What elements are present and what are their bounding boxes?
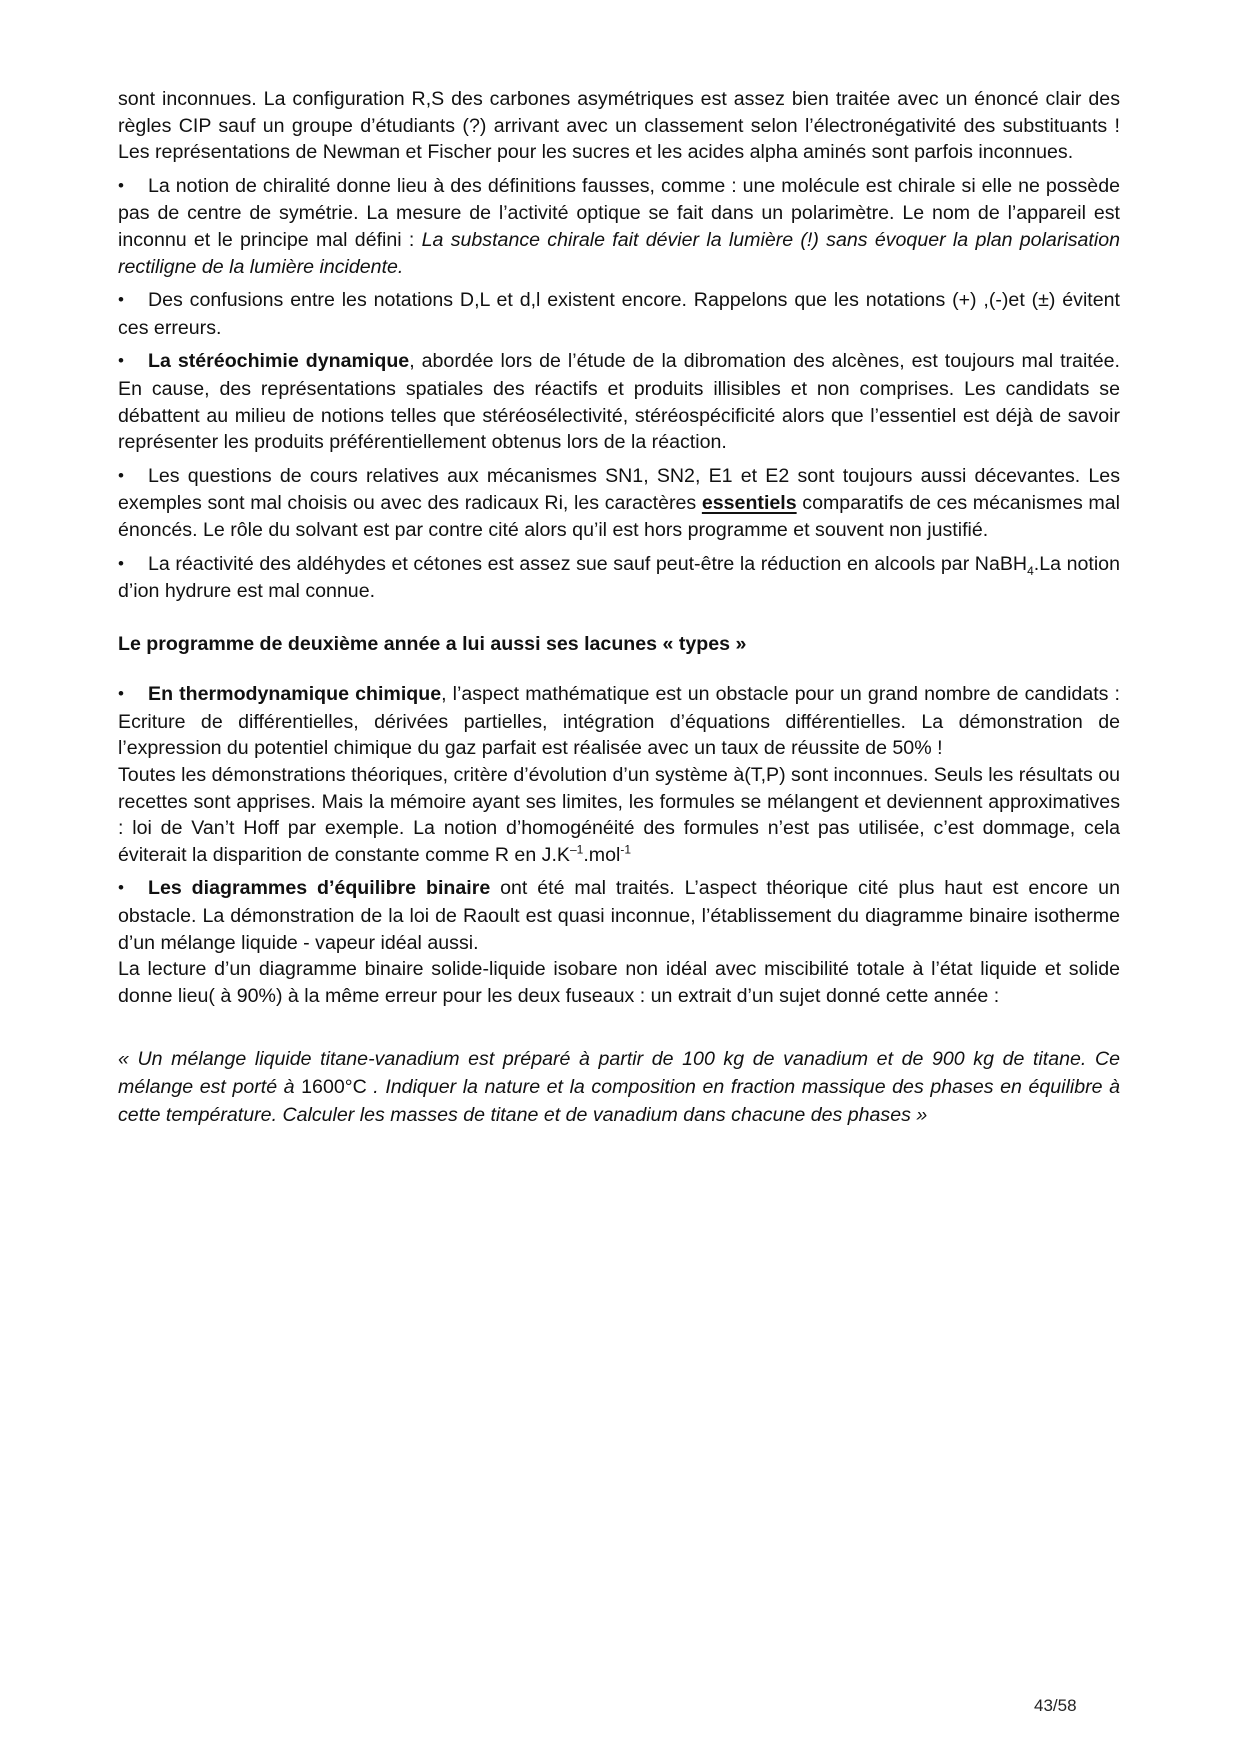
paragraph-configuration: sont inconnues. La configuration R,S des carbones asymétriques est assez bien traitée avec un énoncé clair des règles CIP sauf un groupe d’étudiants (?) arrivant avec un classement selon l’électronégativité des substituants ! Les représentations de Newman et Fischer pour les sucres et les acides alpha aminés sont parfois inconnues. bbox=[118, 88, 1120, 164]
paragraph-notations: •Des confusions entre les notations D,L et d,l existent encore. Rappelons que les notations (+) ,(-)et (±) évitent ces erreurs. bbox=[118, 287, 1120, 341]
bullet-icon bbox=[118, 681, 148, 709]
section-heading: Le programme de deuxième année a lui aussi ses lacunes « types » bbox=[118, 632, 747, 655]
paragraph-thermodynamics: •En thermodynamique chimique, l’aspect mathématique est un obstacle pour un grand nombre de candidats : Ecriture de différentielles, dérivées partielles, intégration d’équations différentielles. La démonstration de l’expression du potentiel chimique du gaz parfait est réalisée avec un taux de réussite de 50% ! bbox=[118, 681, 1120, 762]
bullet-icon bbox=[118, 463, 148, 491]
paragraph-chirality: •La notion de chiralité donne lieu à des définitions fausses, comme : une molécule est chirale si elle ne possède pas de centre de symétrie. La mesure de l’activité optique se fait dans un polarimètre. Le nom de l’appareil est inconnu et le principe mal défini : La substance chirale fait dévier la lumière (!) sans évoquer la plan polarisation rectiligne de la lumière incidente. bbox=[118, 173, 1120, 280]
paragraph-binary-diagrams: •Les diagrammes d’équilibre binaire ont été mal traités. L’aspect théorique cité plus haut est encore un obstacle. La démonstration de la loi de Raoult est quasi inconnue, l’établissement du diagramme binaire isotherme d’un mélange liquide - vapeur idéal aussi. bbox=[118, 875, 1120, 956]
paragraph-diagram-reading: La lecture d’un diagramme binaire solide-liquide isobare non idéal avec miscibilité totale à l’état liquide et solide donne lieu( à 90%) à la même erreur pour les deux fuseaux : un extrait d’un sujet donné cette année : bbox=[118, 958, 1120, 1007]
paragraph-demonstrations: Toutes les démonstrations théoriques, critère d’évolution d’un système à(T,P) sont inconnues. Seuls les résultats ou recettes sont apprises. Mais la mémoire ayant ses limites, les formules se mélangent et deviennent approximatives : loi de Van’t Hoff par exemple. La notion d’homogénéité des formules n’est pas utilisée, c’est dommage, cela éviterait la disparition de constante comme R en $J.K^{-1}.mol^{-1}$ bbox=[118, 764, 1120, 866]
paragraph-stereochemistry: •La stéréochimie dynamique, abordée lors de l’étude de la dibromation des alcènes, est toujours mal traitée. En cause, des représentations spatiales des réactifs et produits illisibles et non comprises. Les candidats se débattent au milieu de notions telles que stéréosélectivité, stéréospécificité alors que l’essentiel est déjà de savoir représenter les produits préférentiellement obtenus lors de la réaction. bbox=[118, 348, 1120, 455]
bullet-icon bbox=[118, 348, 148, 376]
bullet-icon bbox=[118, 287, 148, 315]
bullet-icon bbox=[118, 551, 148, 579]
paragraph-mechanisms: •Les questions de cours relatives aux mécanismes SN1, SN2, E1 et E2 sont toujours aussi décevantes. Les exemples sont mal choisis ou avec des radicaux Ri, les caractères essentiels comparatifs de ces mécanismes mal énoncés. Le rôle du solvant est par contre cité alors qu’il est hors programme et souvent non justifié. bbox=[118, 463, 1120, 544]
bullet-icon bbox=[118, 875, 148, 903]
exam-quote: « Un mélange liquide titane-vanadium est préparé à partir de 100 kg de vanadium et de 900 kg de titane. Ce mélange est porté à 1600°C . Indiquer la nature et la composition en fraction massique des phases en équilibre à cette température. Calculer les masses de titane et de vanadium dans chacune des phases » bbox=[118, 1048, 1120, 1127]
page-number: 43/58 bbox=[1034, 1696, 1077, 1715]
document-body bbox=[118, 86, 1120, 1129]
paragraph-reactivity: •La réactivité des aldéhydes et cétones est assez sue sauf peut-être la réduction en alcools par NaBH$_4$.La notion d’ion hydrure est mal connue. bbox=[118, 551, 1120, 605]
bullet-icon bbox=[118, 173, 148, 201]
